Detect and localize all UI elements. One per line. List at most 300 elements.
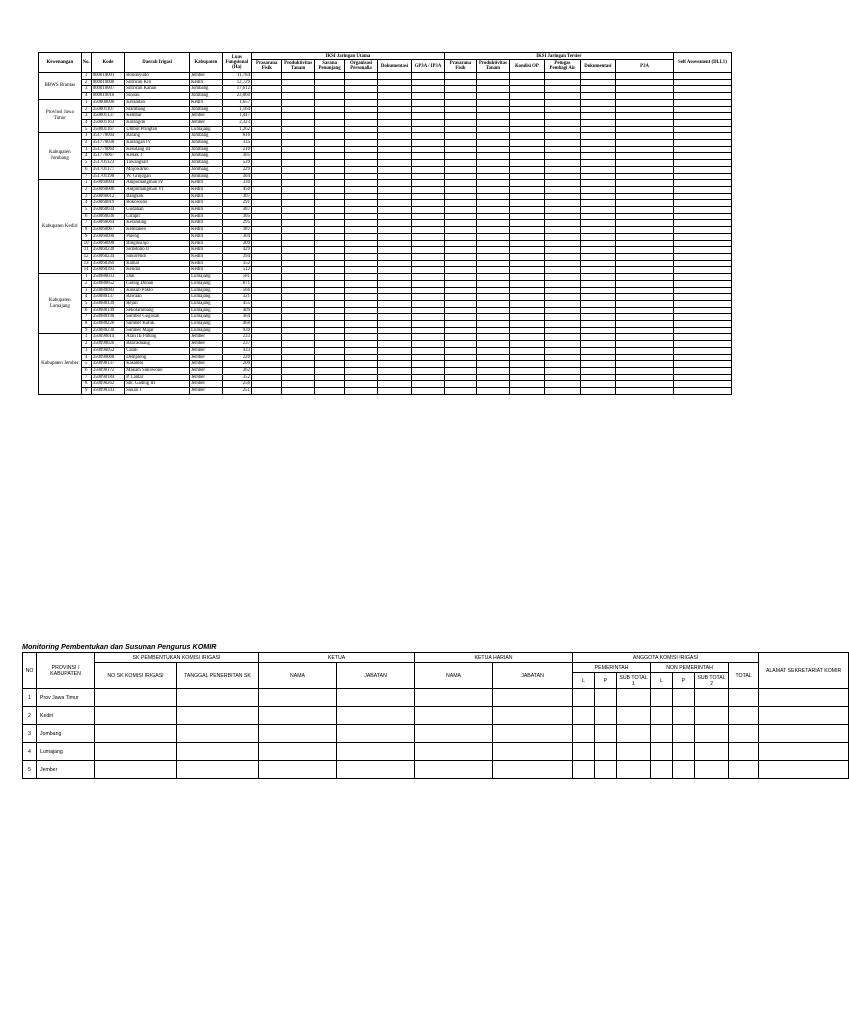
empty-cell — [95, 725, 177, 743]
empty-cell — [345, 153, 377, 160]
empty-cell — [509, 367, 545, 374]
empty-cell — [444, 321, 476, 328]
cell-no: 5 — [81, 126, 91, 133]
empty-cell — [509, 99, 545, 106]
empty-cell — [412, 314, 445, 321]
empty-cell — [545, 354, 581, 361]
cell-luas: 930 — [222, 327, 251, 334]
empty-cell — [509, 374, 545, 381]
empty-cell — [282, 280, 314, 287]
empty-cell — [509, 287, 545, 294]
empty-cell — [251, 207, 281, 214]
empty-cell — [444, 227, 476, 234]
empty-cell — [377, 314, 411, 321]
empty-cell — [444, 79, 476, 86]
table-row — [23, 761, 849, 779]
cell-no: 2 — [81, 280, 91, 287]
empty-cell — [177, 707, 259, 725]
empty-cell — [345, 247, 377, 254]
empty-cell — [673, 725, 695, 743]
empty-cell — [580, 334, 616, 341]
empty-cell — [345, 240, 377, 247]
cell-kabupaten: Jombang — [190, 146, 222, 153]
empty-cell — [251, 113, 281, 120]
header-pemerintah: PEMERINTAH — [573, 663, 651, 673]
empty-cell — [617, 707, 651, 725]
empty-cell — [412, 374, 445, 381]
empty-cell — [377, 86, 411, 93]
empty-cell — [314, 86, 344, 93]
empty-cell — [377, 213, 411, 220]
empty-cell — [673, 146, 731, 153]
empty-cell — [595, 761, 617, 779]
cell-no: 3 — [81, 113, 91, 120]
empty-cell — [617, 689, 651, 707]
empty-cell — [477, 307, 509, 314]
empty-cell — [616, 227, 674, 234]
empty-cell — [673, 73, 731, 80]
cell-no: 6 — [81, 213, 91, 220]
empty-cell — [251, 367, 281, 374]
table-row — [39, 227, 732, 234]
empty-cell — [377, 300, 411, 307]
empty-cell — [477, 133, 509, 140]
empty-cell — [282, 133, 314, 140]
empty-cell — [377, 126, 411, 133]
empty-cell — [616, 220, 674, 227]
empty-cell — [616, 361, 674, 368]
empty-cell — [595, 725, 617, 743]
table-row — [39, 274, 732, 281]
empty-cell — [651, 761, 673, 779]
empty-cell — [477, 119, 509, 126]
empty-cell — [412, 354, 445, 361]
empty-cell — [412, 213, 445, 220]
empty-cell — [509, 133, 545, 140]
empty-cell — [509, 307, 545, 314]
cell-luas: 387 — [222, 227, 251, 234]
empty-cell — [477, 93, 509, 100]
cell-kode: 350000096 — [91, 99, 124, 106]
empty-cell — [673, 314, 731, 321]
empty-cell — [345, 321, 377, 328]
cell-kabupaten: Jember — [190, 381, 222, 388]
empty-cell — [759, 743, 849, 761]
empty-cell — [545, 227, 581, 234]
empty-cell — [580, 267, 616, 274]
cell-no: 10 — [81, 240, 91, 247]
cell-kabupaten: Jember — [190, 334, 222, 341]
table-row — [39, 207, 732, 214]
empty-cell — [444, 213, 476, 220]
empty-cell — [337, 707, 415, 725]
empty-cell — [314, 361, 344, 368]
cell-kode: 351701177 — [91, 166, 124, 173]
empty-cell — [251, 146, 281, 153]
cell-kabupaten: Kediri — [190, 267, 222, 274]
empty-cell — [259, 725, 337, 743]
table-row — [39, 99, 732, 106]
empty-cell — [509, 79, 545, 86]
empty-cell — [477, 73, 509, 80]
empty-cell — [580, 307, 616, 314]
empty-cell — [314, 267, 344, 274]
cell-no: 1 — [23, 689, 37, 707]
empty-cell — [545, 327, 581, 334]
empty-cell — [282, 247, 314, 254]
cell-kabupaten: Kediri — [190, 193, 222, 200]
empty-cell — [759, 689, 849, 707]
cell-daerah: Sidodono II — [125, 247, 190, 254]
cell-daerah: Karangdo — [125, 119, 190, 126]
empty-cell — [477, 280, 509, 287]
cell-daerah: Ringinsinjo — [125, 240, 190, 247]
empty-cell — [673, 287, 731, 294]
empty-cell — [616, 146, 674, 153]
empty-cell — [282, 347, 314, 354]
empty-cell — [573, 761, 595, 779]
empty-cell — [345, 213, 377, 220]
empty-cell — [580, 287, 616, 294]
empty-cell — [377, 113, 411, 120]
komir-title: Monitoring Pembentukan dan Susunan Pengurus KOMIR — [22, 642, 217, 651]
cell-kabupaten: Jombang — [190, 133, 222, 140]
cell-kode: 350060234 — [91, 253, 124, 260]
empty-cell — [580, 133, 616, 140]
cell-luas: 433 — [222, 347, 251, 354]
empty-cell — [314, 300, 344, 307]
empty-cell — [314, 280, 344, 287]
empty-cell — [673, 186, 731, 193]
empty-cell — [616, 280, 674, 287]
cell-kode: 350090184 — [91, 374, 124, 381]
empty-cell — [545, 321, 581, 328]
cell-kode: 350001137 — [91, 113, 124, 120]
empty-cell — [545, 233, 581, 240]
empty-cell — [545, 307, 581, 314]
empty-cell — [377, 99, 411, 106]
empty-cell — [177, 761, 259, 779]
cell-kabupaten: Kediri — [190, 240, 222, 247]
empty-cell — [412, 166, 445, 173]
empty-cell — [477, 314, 509, 321]
empty-cell — [444, 160, 476, 167]
cell-daerah: Candi — [125, 347, 190, 354]
empty-cell — [673, 126, 731, 133]
empty-cell — [616, 133, 674, 140]
cell-kabupaten: Kediri — [190, 79, 222, 86]
empty-cell — [412, 200, 445, 207]
empty-cell — [580, 381, 616, 388]
empty-cell — [580, 374, 616, 381]
cell-kabupaten: Kediri — [190, 227, 222, 234]
empty-cell — [251, 160, 281, 167]
table-row — [39, 361, 732, 368]
empty-cell — [314, 354, 344, 361]
table-row — [39, 126, 732, 133]
cell-no: 3 — [81, 86, 91, 93]
empty-cell — [314, 240, 344, 247]
header-tersier-sub: Produktivitas Tanam — [477, 60, 509, 73]
empty-cell — [673, 274, 731, 281]
empty-cell — [444, 193, 476, 200]
empty-cell — [345, 99, 377, 106]
empty-cell — [673, 267, 731, 274]
empty-cell — [673, 113, 731, 120]
empty-cell — [545, 140, 581, 147]
table-row — [39, 260, 732, 267]
empty-cell — [314, 227, 344, 234]
empty-cell — [673, 307, 731, 314]
table-row — [39, 388, 732, 395]
cell-luas: 229 — [222, 166, 251, 173]
empty-cell — [477, 173, 509, 180]
empty-cell — [580, 260, 616, 267]
empty-cell — [259, 689, 337, 707]
empty-cell — [573, 689, 595, 707]
empty-cell — [282, 207, 314, 214]
cell-daerah: Gudahan — [125, 207, 190, 214]
empty-cell — [412, 361, 445, 368]
empty-cell — [377, 180, 411, 187]
cell-kode: 350001167 — [91, 126, 124, 133]
empty-cell — [580, 140, 616, 147]
empty-cell — [282, 160, 314, 167]
empty-cell — [477, 367, 509, 374]
empty-cell — [314, 153, 344, 160]
empty-cell — [251, 341, 281, 348]
cell-provinsi: Prov Jawa Timur — [37, 689, 95, 707]
empty-cell — [377, 79, 411, 86]
cell-daerah: Ampomangman VI — [125, 186, 190, 193]
cell-luas: 11,784 — [222, 73, 251, 80]
empty-cell — [444, 300, 476, 307]
cell-luas: 450 — [222, 186, 251, 193]
empty-cell — [314, 347, 344, 354]
cell-kabupaten: Jember — [190, 119, 222, 126]
cell-kabupaten: Lumajang — [190, 294, 222, 301]
empty-cell — [282, 314, 314, 321]
cell-daerah: P. Lantar — [125, 374, 190, 381]
cell-daerah: Kedak 1 — [125, 153, 190, 160]
empty-cell — [616, 173, 674, 180]
empty-cell — [580, 207, 616, 214]
cell-no: 1 — [81, 73, 91, 80]
cell-daerah: Barang — [125, 133, 190, 140]
empty-cell — [282, 153, 314, 160]
cell-kabupaten: Kediri — [190, 247, 222, 254]
cell-luas: 816 — [222, 133, 251, 140]
empty-cell — [444, 93, 476, 100]
empty-cell — [509, 321, 545, 328]
cell-kode: 350060098 — [91, 240, 124, 247]
cell-luas: 352 — [222, 374, 251, 381]
empty-cell — [509, 213, 545, 220]
empty-cell — [412, 247, 445, 254]
empty-cell — [345, 227, 377, 234]
empty-cell — [377, 334, 411, 341]
empty-cell — [314, 113, 344, 120]
group-kewenangan: Kabupaten Lumajang — [39, 274, 82, 334]
cell-daerah: Kesotang III — [125, 146, 190, 153]
empty-cell — [580, 233, 616, 240]
empty-cell — [477, 113, 509, 120]
empty-cell — [580, 86, 616, 93]
cell-kode: 000010006 — [91, 79, 124, 86]
empty-cell — [282, 294, 314, 301]
empty-cell — [377, 166, 411, 173]
cell-daerah: Karangan IV — [125, 140, 190, 147]
empty-cell — [444, 287, 476, 294]
cell-luas: 210 — [222, 146, 251, 153]
empty-cell — [412, 307, 445, 314]
cell-daerah: Sukorendi — [125, 253, 190, 260]
empty-cell — [617, 761, 651, 779]
cell-kode: 350090137 — [91, 361, 124, 368]
group-kewenangan: Kabupaten Kediri — [39, 180, 82, 274]
empty-cell — [580, 146, 616, 153]
empty-cell — [759, 725, 849, 743]
empty-cell — [282, 354, 314, 361]
empty-cell — [477, 193, 509, 200]
cell-daerah: Kerandan — [125, 99, 190, 106]
empty-cell — [493, 725, 573, 743]
cell-kabupaten: Kediri — [190, 207, 222, 214]
cell-no: 8 — [81, 227, 91, 234]
empty-cell — [377, 367, 411, 374]
empty-cell — [580, 106, 616, 113]
empty-cell — [509, 73, 545, 80]
empty-cell — [412, 79, 445, 86]
empty-cell — [444, 374, 476, 381]
cell-provinsi: Kediri — [37, 707, 95, 725]
table-row — [39, 220, 732, 227]
empty-cell — [673, 367, 731, 374]
empty-cell — [345, 334, 377, 341]
empty-cell — [673, 260, 731, 267]
cell-no: 14 — [81, 267, 91, 274]
empty-cell — [509, 93, 545, 100]
empty-cell — [444, 388, 476, 395]
empty-cell — [314, 374, 344, 381]
table-row — [39, 374, 732, 381]
empty-cell — [673, 207, 731, 214]
header-utama-sub: GP3A / IP3A — [412, 60, 445, 73]
empty-cell — [545, 207, 581, 214]
empty-cell — [259, 743, 337, 761]
empty-cell — [673, 86, 731, 93]
empty-cell — [477, 267, 509, 274]
empty-cell — [314, 253, 344, 260]
empty-cell — [545, 334, 581, 341]
empty-cell — [314, 146, 344, 153]
empty-cell — [377, 233, 411, 240]
empty-cell — [314, 99, 344, 106]
empty-cell — [545, 186, 581, 193]
empty-cell — [616, 93, 674, 100]
empty-cell — [251, 166, 281, 173]
cell-kode: 350080198 — [91, 314, 124, 321]
empty-cell — [729, 707, 759, 725]
empty-cell — [251, 280, 281, 287]
empty-cell — [509, 327, 545, 334]
cell-daerah: Duk — [125, 274, 190, 281]
empty-cell — [282, 220, 314, 227]
empty-cell — [444, 180, 476, 187]
empty-cell — [616, 287, 674, 294]
empty-cell — [673, 193, 731, 200]
cell-luas: 1,447 — [222, 113, 251, 120]
cell-luas: 1,657 — [222, 99, 251, 106]
empty-cell — [509, 180, 545, 187]
empty-cell — [444, 294, 476, 301]
komir-table-body — [23, 689, 849, 779]
empty-cell — [509, 233, 545, 240]
cell-luas: 566 — [222, 287, 251, 294]
cell-kabupaten: Kediri — [190, 213, 222, 220]
empty-cell — [314, 200, 344, 207]
empty-cell — [377, 307, 411, 314]
table-row — [39, 341, 732, 348]
empty-cell — [545, 153, 581, 160]
empty-cell — [580, 361, 616, 368]
empty-cell — [673, 381, 731, 388]
cell-luas: 871 — [222, 280, 251, 287]
header-no-sk: NO SK KOMISI IRIGASI — [95, 663, 177, 689]
empty-cell — [477, 160, 509, 167]
empty-cell — [377, 280, 411, 287]
empty-cell — [377, 327, 411, 334]
cell-kabupaten: Lumajang — [190, 274, 222, 281]
empty-cell — [282, 240, 314, 247]
empty-cell — [377, 341, 411, 348]
empty-cell — [412, 347, 445, 354]
empty-cell — [545, 119, 581, 126]
empty-cell — [580, 300, 616, 307]
table-row — [39, 93, 732, 100]
empty-cell — [545, 126, 581, 133]
table-row — [39, 287, 732, 294]
empty-cell — [673, 253, 731, 260]
table-row — [39, 334, 732, 341]
empty-cell — [509, 207, 545, 214]
empty-cell — [545, 314, 581, 321]
cell-daerah: Dempleng — [125, 354, 190, 361]
header-alamat: ALAMAT SEKRETARIAT KOMIR — [759, 653, 849, 689]
empty-cell — [509, 247, 545, 254]
empty-cell — [477, 180, 509, 187]
empty-cell — [673, 374, 731, 381]
empty-cell — [616, 240, 674, 247]
empty-cell — [695, 761, 729, 779]
empty-cell — [444, 334, 476, 341]
cell-luas: 2,323 — [222, 119, 251, 126]
empty-cell — [477, 106, 509, 113]
cell-luas: 362 — [222, 367, 251, 374]
cell-luas: 512 — [222, 267, 251, 274]
empty-cell — [282, 334, 314, 341]
cell-no: 1 — [81, 180, 91, 187]
cell-luas: 409 — [222, 307, 251, 314]
empty-cell — [673, 361, 731, 368]
empty-cell — [673, 761, 695, 779]
cell-daerah: Kasambi — [125, 361, 190, 368]
empty-cell — [477, 186, 509, 193]
empty-cell — [282, 388, 314, 395]
empty-cell — [282, 106, 314, 113]
empty-cell — [415, 707, 493, 725]
empty-cell — [412, 287, 445, 294]
